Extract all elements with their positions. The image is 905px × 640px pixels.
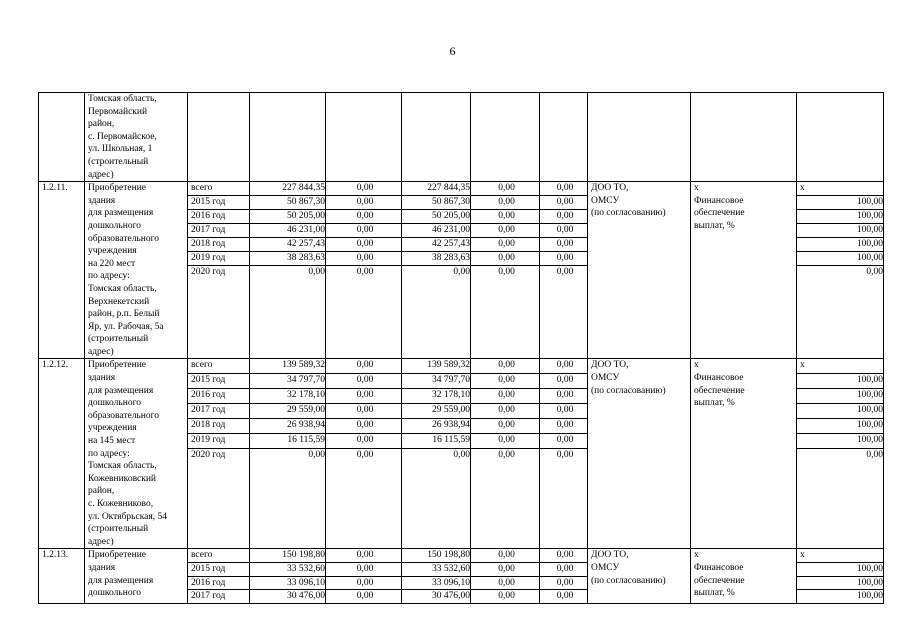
total-funding-cell: 139 589,32 bbox=[250, 359, 326, 374]
cell-empty bbox=[326, 93, 402, 182]
indicator-name-cell: х Финансовое обеспечение выплат, % bbox=[691, 182, 797, 359]
federal-budget-cell: 0,00 bbox=[326, 182, 402, 196]
indicator-value-cell: 100,00 bbox=[797, 389, 884, 404]
indicator-value-cell: 100,00 bbox=[797, 419, 884, 434]
activity-description: Томская область, Первомайский район, с. Первомайское, ул. Школьная, 1 (строительный адрес) bbox=[85, 93, 188, 182]
indicator-name-cell: х Финансовое обеспечение выплат, % bbox=[691, 549, 797, 603]
indicator-value-cell: 100,00 bbox=[797, 576, 884, 590]
federal-budget-cell: 0,00 bbox=[326, 359, 402, 374]
total-funding-cell: 16 115,59 bbox=[250, 434, 326, 449]
local-budget-cell: 0,00 bbox=[471, 224, 540, 238]
extrabudget-cell: 0,00 bbox=[540, 359, 588, 374]
total-funding-cell: 29 559,00 bbox=[250, 404, 326, 419]
regional-budget-cell: 29 559,00 bbox=[402, 404, 471, 419]
period-cell: 2016 год bbox=[188, 576, 250, 590]
indicator-value-cell: 100,00 bbox=[797, 224, 884, 238]
total-funding-cell: 50 867,30 bbox=[250, 196, 326, 210]
local-budget-cell: 0,00 bbox=[471, 434, 540, 449]
local-budget-cell: 0,00 bbox=[471, 237, 540, 251]
table-row bbox=[39, 359, 884, 374]
indicator-value-cell: 100,00 bbox=[797, 196, 884, 210]
regional-budget-cell: 30 476,00 bbox=[402, 590, 471, 604]
regional-budget-cell: 16 115,59 bbox=[402, 434, 471, 449]
cell-empty bbox=[402, 93, 471, 182]
regional-budget-cell: 139 589,32 bbox=[402, 359, 471, 374]
extrabudget-cell: 0,00 bbox=[540, 549, 588, 563]
page-number: 6 bbox=[449, 44, 456, 58]
total-funding-cell: 38 283,63 bbox=[250, 251, 326, 265]
regional-budget-cell: 0,00 bbox=[402, 449, 471, 549]
local-budget-cell: 0,00 bbox=[471, 549, 540, 563]
period-cell: 2020 год bbox=[188, 265, 250, 359]
local-budget-cell: 0,00 bbox=[471, 196, 540, 210]
extrabudget-cell: 0,00 bbox=[540, 419, 588, 434]
federal-budget-cell: 0,00 bbox=[326, 251, 402, 265]
indicator-value-cell: 100,00 bbox=[797, 562, 884, 576]
federal-budget-cell: 0,00 bbox=[326, 576, 402, 590]
indicator-value-cell: 0,00 bbox=[797, 265, 884, 359]
local-budget-cell: 0,00 bbox=[471, 419, 540, 434]
cell-empty bbox=[797, 93, 884, 182]
indicator-value-cell: х bbox=[797, 549, 884, 563]
extrabudget-cell: 0,00 bbox=[540, 182, 588, 196]
regional-budget-cell: 33 532,60 bbox=[402, 562, 471, 576]
executor-cell: ДОО ТО, ОМСУ (по согласованию) bbox=[588, 359, 691, 549]
regional-budget-cell: 42 257,43 bbox=[402, 237, 471, 251]
period-cell: 2015 год bbox=[188, 374, 250, 389]
total-funding-cell: 150 198,80 bbox=[250, 549, 326, 563]
total-funding-cell: 0,00 bbox=[250, 449, 326, 549]
extrabudget-cell: 0,00 bbox=[540, 196, 588, 210]
local-budget-cell: 0,00 bbox=[471, 182, 540, 196]
regional-budget-cell: 0,00 bbox=[402, 265, 471, 359]
federal-budget-cell: 0,00 bbox=[326, 224, 402, 238]
local-budget-cell: 0,00 bbox=[471, 251, 540, 265]
regional-budget-cell: 227 844,35 bbox=[402, 182, 471, 196]
table-row bbox=[39, 93, 884, 182]
federal-budget-cell: 0,00 bbox=[326, 549, 402, 563]
activity-number: 1.2.11. bbox=[39, 182, 85, 359]
extrabudget-cell: 0,00 bbox=[540, 389, 588, 404]
regional-budget-cell: 50 867,30 bbox=[402, 196, 471, 210]
federal-budget-cell: 0,00 bbox=[326, 434, 402, 449]
extrabudget-cell: 0,00 bbox=[540, 237, 588, 251]
local-budget-cell: 0,00 bbox=[471, 576, 540, 590]
federal-budget-cell: 0,00 bbox=[326, 196, 402, 210]
cell-empty bbox=[540, 93, 588, 182]
extrabudget-cell: 0,00 bbox=[540, 576, 588, 590]
activity-number: 1.2.12. bbox=[39, 359, 85, 549]
local-budget-cell: 0,00 bbox=[471, 449, 540, 549]
cell-empty bbox=[188, 93, 250, 182]
federal-budget-cell: 0,00 bbox=[326, 449, 402, 549]
regional-budget-cell: 26 938,94 bbox=[402, 419, 471, 434]
local-budget-cell: 0,00 bbox=[471, 389, 540, 404]
period-cell: 2015 год bbox=[188, 196, 250, 210]
cell-num-empty bbox=[39, 93, 85, 182]
regional-budget-cell: 50 205,00 bbox=[402, 210, 471, 224]
extrabudget-cell: 0,00 bbox=[540, 590, 588, 604]
period-cell: всего bbox=[188, 549, 250, 563]
table-row bbox=[39, 182, 884, 196]
period-cell: 2020 год bbox=[188, 449, 250, 549]
local-budget-cell: 0,00 bbox=[471, 265, 540, 359]
period-cell: 2018 год bbox=[188, 419, 250, 434]
indicator-value-cell: 0,00 bbox=[797, 449, 884, 549]
total-funding-cell: 34 797,70 bbox=[250, 374, 326, 389]
local-budget-cell: 0,00 bbox=[471, 590, 540, 604]
period-cell: всего bbox=[188, 182, 250, 196]
total-funding-cell: 32 178,10 bbox=[250, 389, 326, 404]
total-funding-cell: 30 476,00 bbox=[250, 590, 326, 604]
extrabudget-cell: 0,00 bbox=[540, 449, 588, 549]
extrabudget-cell: 0,00 bbox=[540, 265, 588, 359]
extrabudget-cell: 0,00 bbox=[540, 374, 588, 389]
regional-budget-cell: 46 231,00 bbox=[402, 224, 471, 238]
period-cell: 2015 год bbox=[188, 562, 250, 576]
cell-empty bbox=[588, 93, 691, 182]
extrabudget-cell: 0,00 bbox=[540, 434, 588, 449]
regional-budget-cell: 150 198,80 bbox=[402, 549, 471, 563]
local-budget-cell: 0,00 bbox=[471, 210, 540, 224]
indicator-value-cell: 100,00 bbox=[797, 251, 884, 265]
activity-description: Приобретение здания для размещения дошкольного bbox=[85, 549, 188, 603]
federal-budget-cell: 0,00 bbox=[326, 237, 402, 251]
extrabudget-cell: 0,00 bbox=[540, 224, 588, 238]
federal-budget-cell: 0,00 bbox=[326, 562, 402, 576]
cell-empty bbox=[250, 93, 326, 182]
extrabudget-cell: 0,00 bbox=[540, 210, 588, 224]
federal-budget-cell: 0,00 bbox=[326, 404, 402, 419]
indicator-value-cell: 100,00 bbox=[797, 237, 884, 251]
period-cell: 2017 год bbox=[188, 590, 250, 604]
local-budget-cell: 0,00 bbox=[471, 562, 540, 576]
federal-budget-cell: 0,00 bbox=[326, 419, 402, 434]
federal-budget-cell: 0,00 bbox=[326, 210, 402, 224]
federal-budget-cell: 0,00 bbox=[326, 389, 402, 404]
activity-number: 1.2.13. bbox=[39, 549, 85, 603]
regional-budget-cell: 33 096,10 bbox=[402, 576, 471, 590]
executor-cell: ДОО ТО, ОМСУ (по согласованию) bbox=[588, 182, 691, 359]
period-cell: 2016 год bbox=[188, 389, 250, 404]
period-cell: 2017 год bbox=[188, 404, 250, 419]
indicator-value-cell: 100,00 bbox=[797, 404, 884, 419]
total-funding-cell: 0,00 bbox=[250, 265, 326, 359]
local-budget-cell: 0,00 bbox=[471, 404, 540, 419]
period-cell: 2019 год bbox=[188, 251, 250, 265]
indicator-value-cell: х bbox=[797, 182, 884, 196]
extrabudget-cell: 0,00 bbox=[540, 404, 588, 419]
federal-budget-cell: 0,00 bbox=[326, 590, 402, 604]
regional-budget-cell: 38 283,63 bbox=[402, 251, 471, 265]
total-funding-cell: 42 257,43 bbox=[250, 237, 326, 251]
indicator-value-cell: 100,00 bbox=[797, 374, 884, 389]
table-body bbox=[39, 93, 884, 604]
indicator-name-cell: х Финансовое обеспечение выплат, % bbox=[691, 359, 797, 549]
indicator-value-cell: 100,00 bbox=[797, 434, 884, 449]
period-cell: 2016 год bbox=[188, 210, 250, 224]
cell-empty bbox=[691, 93, 797, 182]
period-cell: всего bbox=[188, 359, 250, 374]
extrabudget-cell: 0,00 bbox=[540, 251, 588, 265]
indicator-value-cell: х bbox=[797, 359, 884, 374]
period-cell: 2017 год bbox=[188, 224, 250, 238]
period-cell: 2018 год bbox=[188, 237, 250, 251]
period-cell: 2019 год bbox=[188, 434, 250, 449]
indicator-value-cell: 100,00 bbox=[797, 210, 884, 224]
total-funding-cell: 33 096,10 bbox=[250, 576, 326, 590]
total-funding-cell: 227 844,35 bbox=[250, 182, 326, 196]
cell-empty bbox=[471, 93, 540, 182]
executor-cell: ДОО ТО, ОМСУ (по согласованию) bbox=[588, 549, 691, 603]
federal-budget-cell: 0,00 bbox=[326, 374, 402, 389]
table-row bbox=[39, 549, 884, 563]
regional-budget-cell: 32 178,10 bbox=[402, 389, 471, 404]
local-budget-cell: 0,00 bbox=[471, 374, 540, 389]
extrabudget-cell: 0,00 bbox=[540, 562, 588, 576]
total-funding-cell: 50 205,00 bbox=[250, 210, 326, 224]
activity-description: Приобретение здания для размещения дошкольного образовательного учреждения на 145 мест по адресу: Томская область, Кожевниковский район, с. Кожевниково, ул. Октябрьская, 54 (строительный адрес) bbox=[85, 359, 188, 549]
total-funding-cell: 46 231,00 bbox=[250, 224, 326, 238]
regional-budget-cell: 34 797,70 bbox=[402, 374, 471, 389]
total-funding-cell: 33 532,60 bbox=[250, 562, 326, 576]
total-funding-cell: 26 938,94 bbox=[250, 419, 326, 434]
federal-budget-cell: 0,00 bbox=[326, 265, 402, 359]
activity-description: Приобретение здания для размещения дошкольного образовательного учреждения на 220 мест по адресу: Томская область, Верхнекетский район, р.п. Белый Яр, ул. Рабочая, 5а (строительный адрес) bbox=[85, 182, 188, 359]
indicator-value-cell: 100,00 bbox=[797, 590, 884, 604]
local-budget-cell: 0,00 bbox=[471, 359, 540, 374]
program-activities-table bbox=[38, 92, 884, 604]
